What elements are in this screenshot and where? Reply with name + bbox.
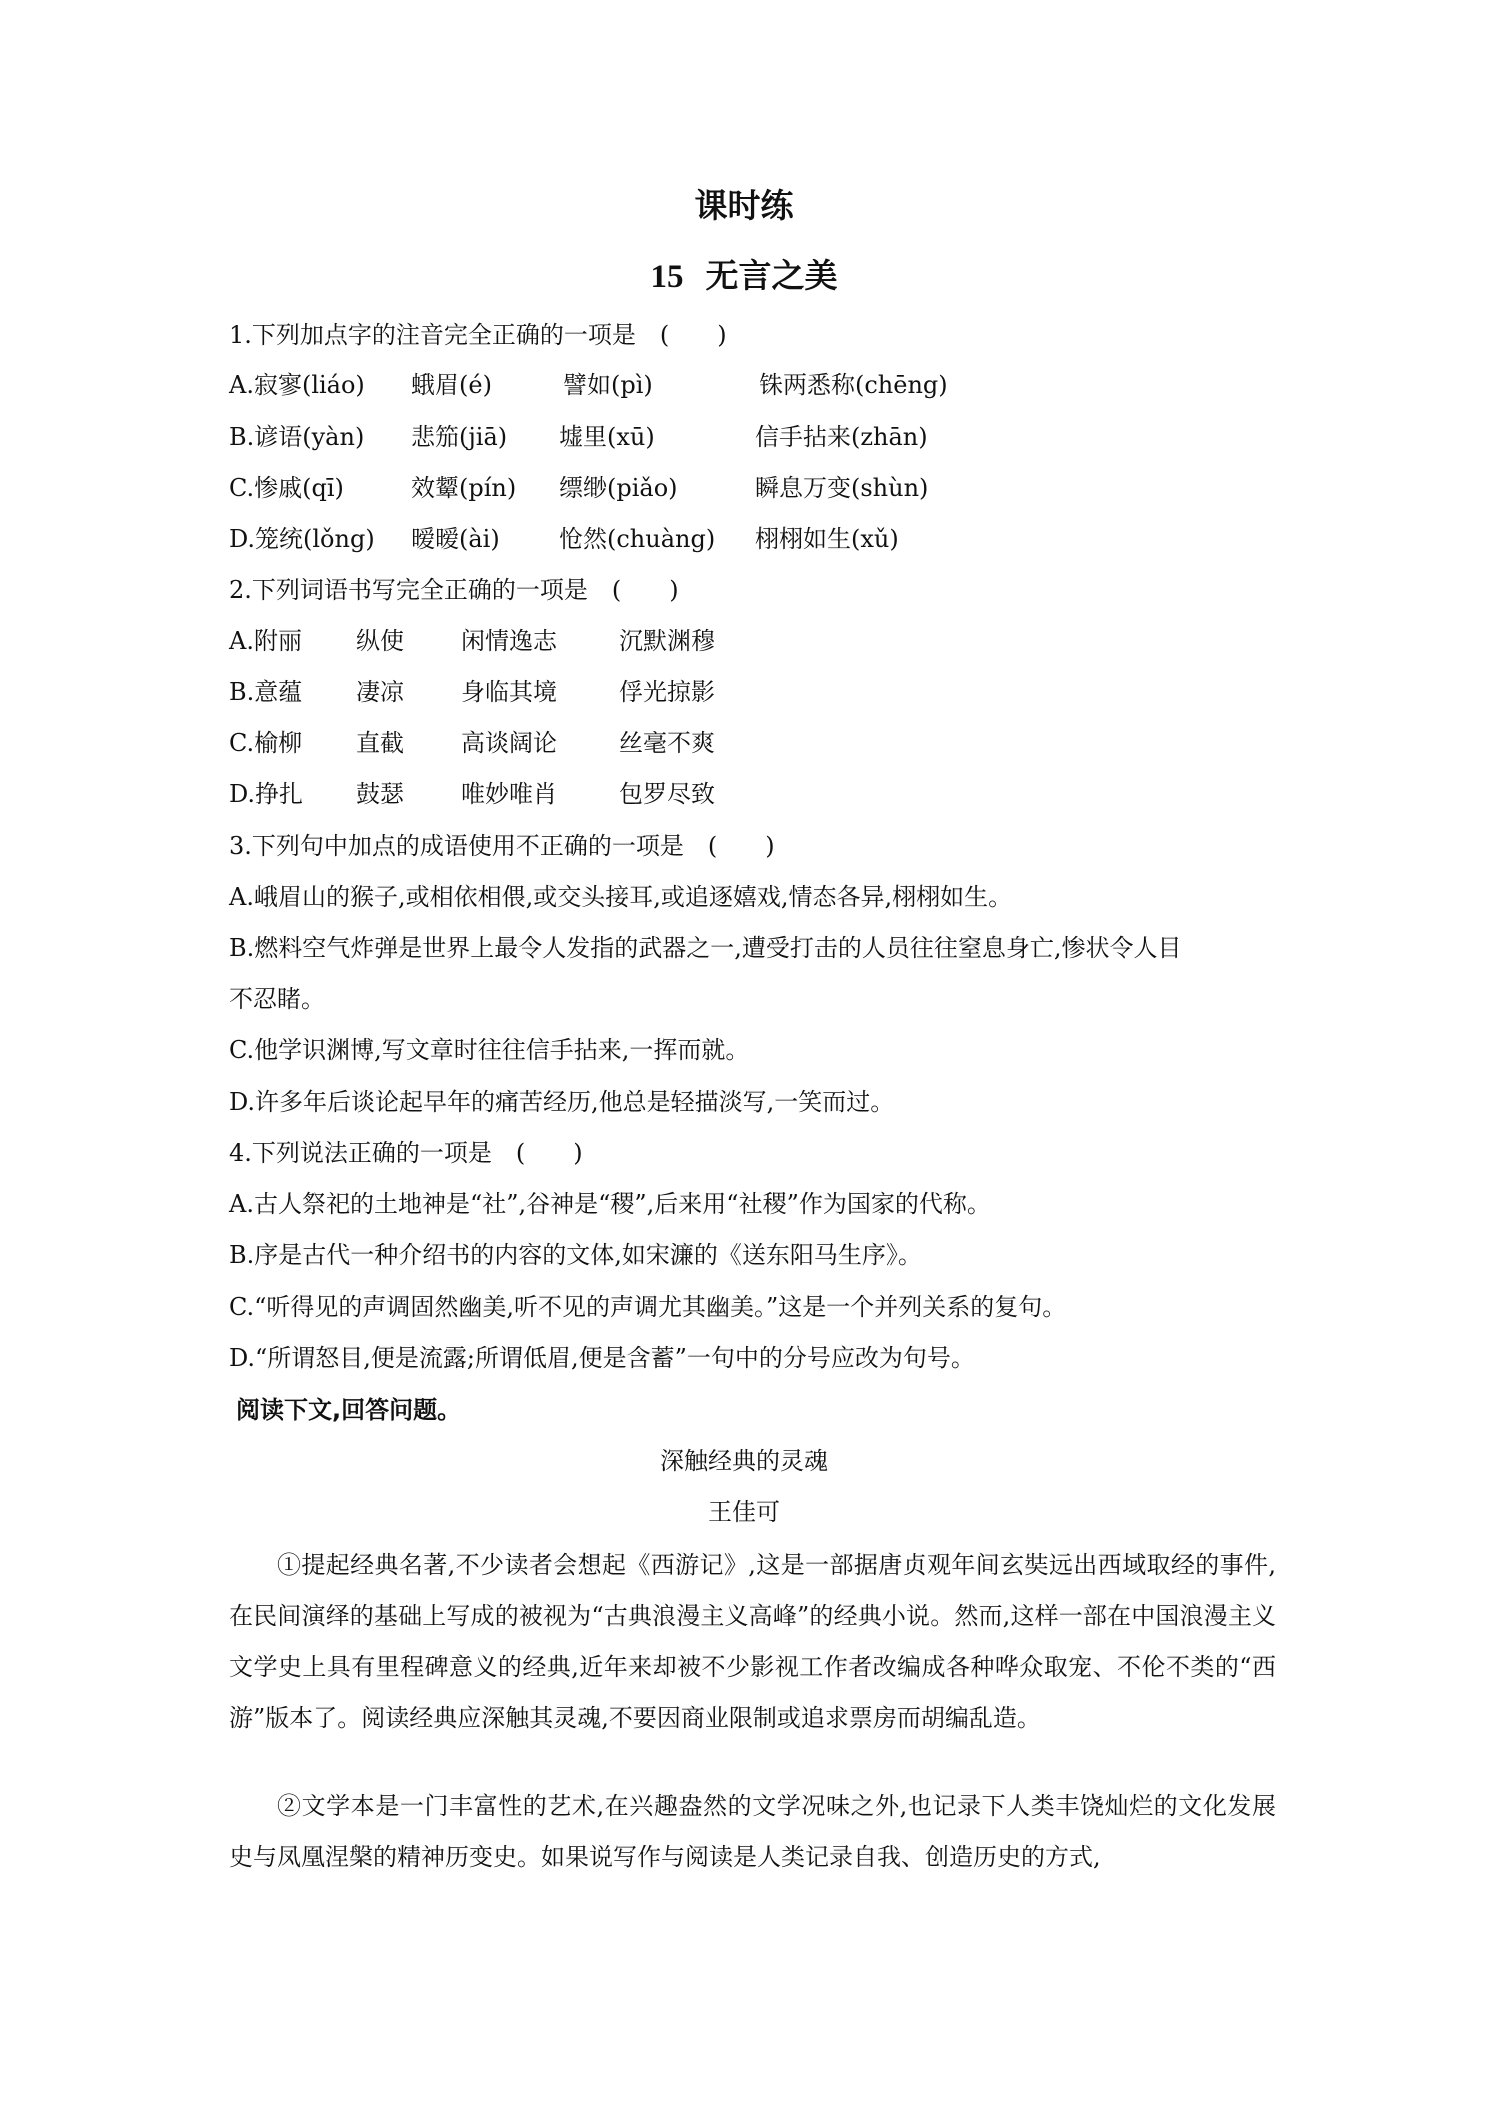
option-cell: 鼓瑟 [356,780,404,808]
question-4-option-d: D.“所谓怒目,便是流露;所谓低眉,便是含蓄”一句中的分号应改为句号。 [229,1344,975,1372]
option-cell: A.寂寥(liáo) [229,371,365,399]
answer-parenthesis: ( ) [659,321,727,349]
lesson-number: 15 [650,259,684,295]
option-cell: 身临其境 [461,678,557,706]
option-cell: 譬如(pì) [563,371,653,399]
option-cell: 蛾眉(é) [411,371,492,399]
lesson-heading [0,250,1488,297]
question-4-option-c: C.“听得见的声调固然幽美,听不见的声调尤其幽美。”这是一个并列关系的复句。 [229,1293,1067,1321]
option-cell: 闲情逸志 [461,627,557,655]
option-cell: 怆然(chuàng) [559,525,716,553]
question-4-option-a: A.古人祭祀的土地神是“社”,谷神是“稷”,后来用“社稷”作为国家的代称。 [229,1190,991,1218]
option-cell: A.附丽 [229,627,302,655]
article-title: 深触经典的灵魂 [660,1447,828,1475]
option-cell: 沉默渊穆 [619,627,715,655]
article-author: 王佳可 [708,1498,780,1526]
question-1-stem [229,318,727,352]
option-cell: D.挣扎 [229,780,304,808]
option-cell: 缥缈(piǎo) [559,474,678,502]
answer-parenthesis: ( ) [707,832,775,860]
option-cell: 栩栩如生(xǔ) [755,525,899,553]
question-text: 2.下列词语书写完全正确的一项是 [229,576,588,604]
question-2-stem [229,573,679,607]
option-cell: 高谈阔论 [461,729,557,757]
article-paragraph-1: ①提起经典名著,不少读者会想起《西游记》,这是一部据唐贞观年间玄奘远出西域取经的事件,在民间演绎的基础上写成的被视为“古典浪漫主义高峰”的经典小说。然而,这样一部在中国浪漫主义文学史上具有里程碑意义的经典,近年来却被不少影视工作者改编成各种哗众取宠、不伦不类的“西游”版本了。阅读经典应深触其灵魂,不要因商业限制或追求票房而胡编乱造。 [229,1551,1276,1732]
question-4-stem [229,1136,583,1170]
option-cell: B.谚语(yàn) [229,423,365,451]
option-cell: 墟里(xū) [559,423,655,451]
option-cell: 暧暧(ài) [411,525,500,553]
option-cell: 包罗尽致 [619,780,715,808]
question-3-option-a: A.峨眉山的猴子,或相依相偎,或交头接耳,或追逐嬉戏,情态各异,栩栩如生。 [229,883,1013,911]
lesson-title: 无言之美 [705,256,838,295]
question-3-stem [229,829,775,863]
option-cell: 唯妙唯肖 [461,780,557,808]
question-3-option-b-line-2: 不忍睹。 [229,985,325,1013]
option-cell: 效颦(pín) [411,474,517,502]
article-paragraph-2: ②文学本是一门丰富性的艺术,在兴趣盎然的文学况味之外,也记录下人类丰饶灿烂的文化发展史与凤凰涅槃的精神历变史。如果说写作与阅读是人类记录自我、创造历史的方式, [229,1792,1276,1871]
question-3-option-c: C.他学识渊博,写文章时往往信手拈来,一挥而就。 [229,1036,750,1064]
question-text: 4.下列说法正确的一项是 [229,1139,492,1167]
question-text: 1.下列加点字的注音完全正确的一项是 [229,321,636,349]
option-cell: 铢两悉称(chēng) [759,371,948,399]
option-cell: 瞬息万变(shùn) [755,474,929,502]
reading-instruction: 阅读下文,回答问题。 [236,1396,462,1424]
option-cell: C.榆柳 [229,729,303,757]
option-cell: 悲笳(jiā) [411,423,508,451]
option-cell: 凄凉 [356,678,404,706]
option-cell: 纵使 [356,627,404,655]
option-cell: 直截 [356,729,404,757]
option-cell: 丝毫不爽 [619,729,715,757]
question-3-option-d: D.许多年后谈论起早年的痛苦经历,他总是轻描淡写,一笑而过。 [229,1088,895,1116]
question-text: 3.下列句中加点的成语使用不正确的一项是 [229,832,684,860]
option-cell: 信手拈来(zhān) [755,423,928,451]
document-title: 课时练 [694,186,794,225]
option-cell: D.笼统(lǒng) [229,525,375,553]
answer-parenthesis: ( ) [611,576,679,604]
question-3-option-b-line-1: B.燃料空气炸弹是世界上最令人发指的武器之一,遭受打击的人员往往窒息身亡,惨状令人目 [229,934,1182,962]
answer-parenthesis: ( ) [515,1139,583,1167]
option-cell: 俘光掠影 [619,678,715,706]
option-cell: B.意蕴 [229,678,303,706]
option-cell: C.惨戚(qī) [229,474,344,502]
question-4-option-b: B.序是古代一种介绍书的内容的文体,如宋濂的《送东阳马生序》。 [229,1241,922,1269]
